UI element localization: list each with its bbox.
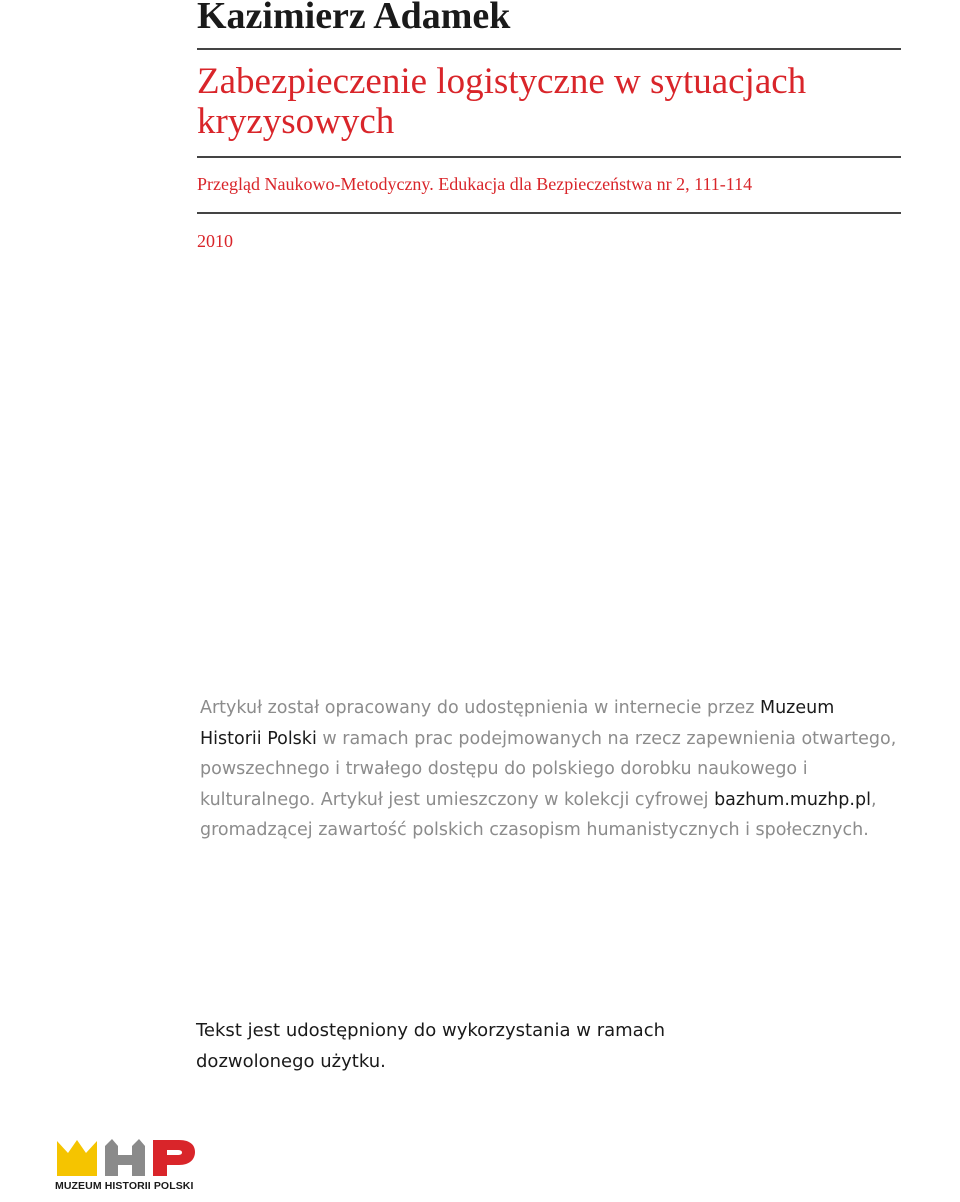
notice-text-middle: w ramach prac podejmowanych na rzecz zapewnienia otwartego, powszechnego i trwałego dostępu do polskiego dorobku naukowego i kulturalnego. Artykuł jest umieszczony w kolekcji cyfrowej <box>200 728 897 810</box>
logo-crown-shape <box>57 1140 97 1176</box>
divider-bottom <box>197 212 901 214</box>
logo-red-p-shape <box>153 1140 195 1176</box>
divider-top <box>197 48 901 50</box>
museum-name: Muzeum Historii Polski <box>200 698 835 749</box>
notice-text-intro: Artykuł został opracowany do udostępnienia w internecie przez <box>200 698 760 718</box>
article-title: Zabezpieczenie logistyczne w sytuacjach kryzysowych <box>197 61 807 142</box>
logo-gray-h-shape <box>105 1139 145 1176</box>
availability-notice <box>200 693 900 846</box>
notice-text-end: , gromadzącej zawartość polskich czasopism humanistycznych i społecznych. <box>200 789 877 841</box>
publication-year: 2010 <box>197 231 233 251</box>
divider-middle <box>197 156 901 158</box>
publication-source: Przegląd Naukowo-Metodyczny. Edukacja dla Bezpieczeństwa nr 2, 111-114 <box>197 174 753 194</box>
logo-text: MUZEUM HISTORII POLSKI <box>55 1180 194 1192</box>
logo-mark-icon <box>55 1136 205 1180</box>
author-name: Kazimierz Adamek <box>197 0 511 37</box>
usage-notice: Tekst jest udostępniony do wykorzystania w ramach dozwolonego użytku. <box>196 1020 666 1072</box>
muzeum-historii-polski-logo <box>55 1136 205 1196</box>
collection-link[interactable]: bazhum.muzhp.pl <box>714 789 871 810</box>
